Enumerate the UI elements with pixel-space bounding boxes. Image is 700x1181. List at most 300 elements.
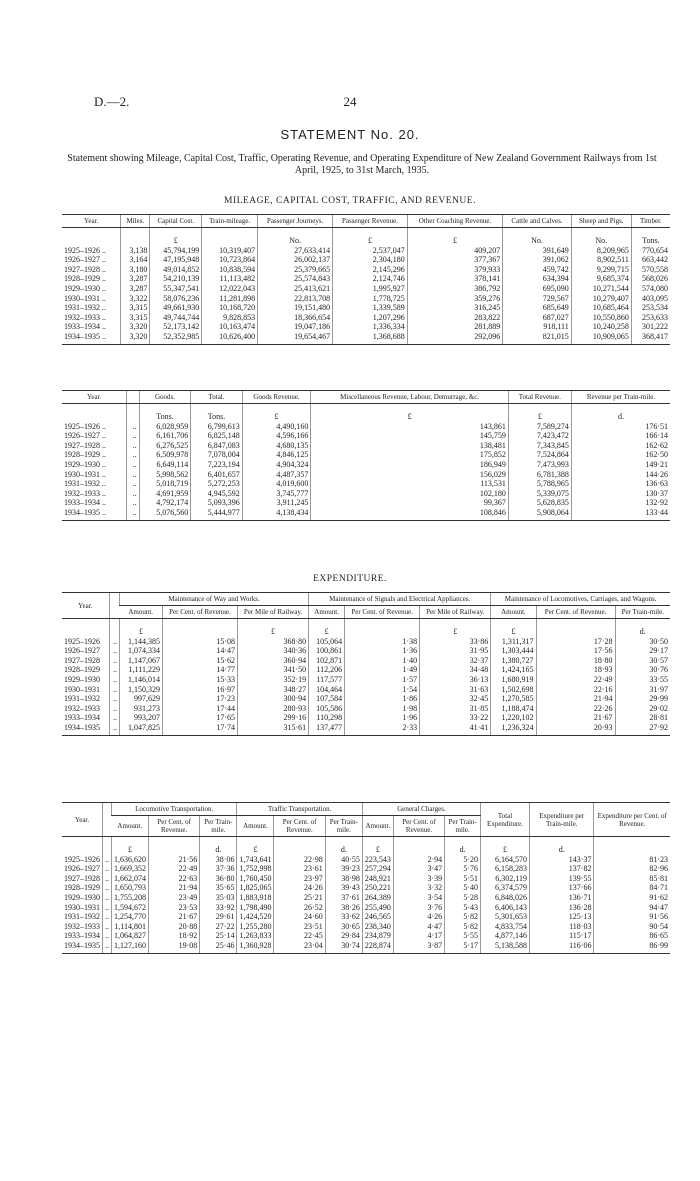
data-cell: 5·28: [445, 893, 481, 903]
unit-cell: [594, 837, 670, 855]
year-cell: 1928–1929 ..: [64, 274, 106, 284]
column-header: Year.: [62, 391, 127, 404]
column-group-header: Maintenance of Locomotives, Carriages, and Wagons.: [491, 593, 670, 606]
data-cell: 52,173,142: [150, 322, 202, 332]
unit-cell: [149, 837, 200, 855]
data-cell: 19,151,480: [258, 303, 333, 313]
data-cell: 6,781,388: [508, 470, 571, 480]
data-cell: 33·62: [325, 912, 362, 922]
data-cell: 107,584: [309, 694, 345, 704]
column-header: [103, 803, 112, 837]
unit-cell: [345, 619, 420, 637]
data-cell: 4,877,146: [481, 931, 530, 941]
data-cell: 58,076,236: [150, 294, 202, 304]
year-cell: 1930–1931 ..: [64, 293, 106, 303]
table-row: [62, 941, 670, 953]
data-cell: 687,027: [503, 313, 571, 323]
data-cell: 144·26: [571, 470, 670, 480]
data-cell: 10,685,464: [571, 303, 631, 313]
unit-cell: d.: [445, 837, 481, 855]
year-cell: 1934–1935: [62, 941, 103, 953]
data-cell: ..: [109, 665, 119, 675]
data-cell: 30·76: [615, 665, 670, 675]
data-cell: 9,299,715: [571, 265, 631, 275]
year-cell: 1925–1926: [64, 854, 100, 864]
data-cell: 23·53: [149, 903, 200, 913]
data-cell: 3,320: [121, 332, 150, 344]
column-subheader: Per Cent. of Revenue.: [149, 816, 200, 837]
statement-description: Statement showing Mileage, Capital Cost, Traffic, Operating Revenue, and Operating Expenditure of New Zealand Government Railways from 1st April, 1925, to 31st March, 1935.: [67, 153, 657, 176]
page-number: 24: [343, 94, 357, 109]
data-cell: 5,093,396: [191, 498, 243, 508]
data-cell: 21·56: [149, 855, 200, 865]
data-cell: 10,319,407: [202, 246, 258, 256]
data-cell: 176·51: [571, 422, 670, 432]
year-cell: 1928–1929: [64, 883, 100, 893]
data-cell: ..: [103, 903, 112, 913]
data-cell: 175,852: [311, 450, 509, 460]
data-cell: 35·65: [200, 883, 237, 893]
data-cell: 125·13: [530, 912, 594, 922]
data-cell: 33·22: [420, 713, 491, 723]
year-cell: 1934–1935 ..: [62, 332, 121, 344]
table-row: [62, 498, 670, 508]
column-subheader: Amount.: [309, 606, 345, 619]
data-cell: ..: [103, 864, 112, 874]
year-cell: 1929–1930 ..: [64, 459, 106, 469]
data-cell: 3·32: [393, 883, 444, 893]
data-cell: 156,029: [311, 470, 509, 480]
data-cell: 91·56: [594, 912, 670, 922]
data-cell: 14·47: [162, 646, 237, 656]
column-header: Year.: [62, 215, 121, 228]
column-subheader: Amount.: [362, 816, 393, 837]
data-cell: 22·98: [274, 855, 325, 865]
data-cell: 32·37: [420, 656, 491, 666]
column-header: [109, 593, 119, 619]
data-cell: 8,209,965: [571, 246, 631, 256]
data-cell: 25·46: [200, 941, 237, 953]
data-cell: 39·43: [325, 883, 362, 893]
data-cell: ..: [127, 498, 140, 508]
data-cell: 55,347,541: [150, 284, 202, 294]
data-cell: 3,911,245: [242, 498, 311, 508]
data-cell: 6,509,978: [139, 450, 191, 460]
data-cell: 3,164: [121, 255, 150, 265]
data-cell: 136·63: [571, 479, 670, 489]
data-cell: 11,113,482: [202, 274, 258, 284]
data-cell: 139·55: [530, 874, 594, 884]
data-cell: 5·76: [445, 864, 481, 874]
data-cell: 36·13: [420, 675, 491, 685]
data-cell: 1,236,324: [491, 723, 536, 735]
data-cell: 821,015: [503, 332, 571, 344]
year-cell: 1929–1930: [64, 674, 100, 684]
data-cell: 4·17: [393, 931, 444, 941]
data-cell: 33·86: [420, 637, 491, 647]
data-cell: 25,413,621: [258, 284, 333, 294]
data-cell: 17·74: [162, 723, 237, 735]
data-cell: 18·92: [149, 931, 200, 941]
table-row: [62, 883, 670, 893]
data-cell: 49,661,930: [150, 303, 202, 313]
column-subheader: Per Cent. of Revenue.: [162, 606, 237, 619]
data-cell: 10,168,720: [202, 303, 258, 313]
data-cell: 280·93: [237, 704, 308, 714]
table-row: [62, 723, 670, 735]
data-cell: 391,062: [503, 255, 571, 265]
unit-cell: £: [420, 619, 491, 637]
data-cell: 23·97: [274, 874, 325, 884]
data-cell: 162·50: [571, 450, 670, 460]
data-cell: 104,464: [309, 685, 345, 695]
table-row: [62, 874, 670, 884]
data-cell: 403,095: [631, 294, 670, 304]
data-cell: ..: [127, 422, 140, 432]
data-cell: 102,180: [311, 489, 509, 499]
data-cell: 246,565: [362, 912, 393, 922]
data-cell: 352·19: [237, 675, 308, 685]
data-cell: 5,908,064: [508, 508, 571, 520]
data-cell: 38·26: [325, 903, 362, 913]
data-cell: 49,744,744: [150, 313, 202, 323]
data-cell: 3,322: [121, 294, 150, 304]
data-cell: ..: [109, 713, 119, 723]
expenditure-section-title: EXPENDITURE.: [313, 574, 387, 584]
data-cell: 3,138: [121, 246, 150, 256]
table-row: [62, 893, 670, 903]
data-cell: 130·37: [571, 489, 670, 499]
table-row: [62, 489, 670, 499]
data-cell: 7,343,845: [508, 441, 571, 451]
data-cell: 22·63: [149, 874, 200, 884]
data-cell: 4,487,357: [242, 470, 311, 480]
data-cell: 1,064,827: [112, 931, 149, 941]
data-cell: 1,339,589: [333, 303, 408, 313]
data-cell: 1,424,165: [491, 665, 536, 675]
data-cell: 84·71: [594, 883, 670, 893]
data-cell: 29·61: [200, 912, 237, 922]
data-cell: 1,220,102: [491, 713, 536, 723]
data-cell: 4,019,600: [242, 479, 311, 489]
data-cell: 5,998,562: [139, 470, 191, 480]
data-cell: 18,366,654: [258, 313, 333, 323]
data-cell: 1,798,490: [237, 903, 274, 913]
data-cell: 31·85: [420, 704, 491, 714]
data-cell: 30·50: [615, 637, 670, 647]
data-cell: 102,871: [309, 656, 345, 666]
column-subheader: Per Train-mile.: [200, 816, 237, 837]
column-subheader: Per Cent. of Revenue.: [274, 816, 325, 837]
unit-cell: Tons.: [631, 228, 670, 246]
year-cell: 1927–1928 ..: [64, 440, 106, 450]
table-row: [62, 646, 670, 656]
data-cell: 12,022,043: [202, 284, 258, 294]
data-cell: 1,147,067: [119, 656, 162, 666]
data-cell: 4,904,324: [242, 460, 311, 470]
data-cell: ..: [103, 874, 112, 884]
data-cell: 137,477: [309, 723, 345, 735]
unit-row: [62, 619, 670, 637]
year-cell: 1930–1931 ..: [64, 469, 106, 479]
data-cell: 33·92: [200, 903, 237, 913]
data-cell: 6,161,706: [139, 431, 191, 441]
data-cell: 24·26: [274, 883, 325, 893]
year-cell: 1933–1934: [64, 931, 100, 941]
column-header: Sheep and Pigs.: [571, 215, 631, 228]
data-cell: 5,138,588: [481, 941, 530, 953]
data-cell: 18·80: [536, 656, 615, 666]
data-cell: 143,861: [311, 422, 509, 432]
data-cell: 10,279,407: [571, 294, 631, 304]
data-cell: 1,255,280: [237, 922, 274, 932]
year-cell: 1934–1935 ..: [62, 508, 127, 520]
data-cell: 17·56: [536, 646, 615, 656]
data-cell: 10,723,864: [202, 255, 258, 265]
data-cell: 21·67: [536, 713, 615, 723]
year-cell: 1927–1928: [64, 873, 100, 883]
data-cell: 368·80: [237, 637, 308, 647]
data-cell: ..: [103, 893, 112, 903]
column-header: Miles.: [121, 215, 150, 228]
unit-cell: [62, 404, 127, 422]
unit-cell: [109, 619, 119, 637]
unit-cell: £: [508, 404, 571, 422]
data-cell: 391,649: [503, 246, 571, 256]
data-cell: 348·27: [237, 685, 308, 695]
column-subheader: Per Train-mile.: [325, 816, 362, 837]
data-cell: 1,311,317: [491, 637, 536, 647]
data-cell: 137·82: [530, 864, 594, 874]
data-cell: ..: [127, 470, 140, 480]
column-header: Miscellaneous Revenue, Labour, Demurrage, &c.: [311, 391, 509, 404]
table-row: [62, 431, 670, 441]
data-cell: ..: [109, 685, 119, 695]
data-cell: 5·17: [445, 941, 481, 953]
column-subheader: Amount.: [237, 816, 274, 837]
unit-cell: £: [242, 404, 311, 422]
statement-title: STATEMENT No. 20.: [280, 127, 420, 142]
year-cell: 1925–1926 ..: [64, 421, 106, 431]
data-cell: 7,473,993: [508, 460, 571, 470]
unit-cell: Tons.: [191, 404, 243, 422]
data-cell: 341·50: [237, 665, 308, 675]
data-cell: 386,792: [407, 284, 503, 294]
year-cell: 1932–1933 ..: [64, 312, 106, 322]
data-cell: 255,490: [362, 903, 393, 913]
data-cell: 2,304,180: [333, 255, 408, 265]
data-cell: 145,759: [311, 431, 509, 441]
data-cell: 14·77: [162, 665, 237, 675]
data-cell: 29·02: [615, 704, 670, 714]
year-cell: 1926–1927 ..: [64, 431, 106, 441]
data-cell: 6,799,613: [191, 422, 243, 432]
data-cell: 10,163,474: [202, 322, 258, 332]
unit-cell: [121, 228, 150, 246]
column-group-header: General Charges.: [362, 803, 480, 816]
table-row: [62, 284, 670, 294]
data-cell: 1,825,065: [237, 883, 274, 893]
data-cell: 17·65: [162, 713, 237, 723]
data-cell: 1,111,229: [119, 665, 162, 675]
data-cell: 3,745,777: [242, 489, 311, 499]
data-cell: 34·48: [420, 665, 491, 675]
data-cell: 5,076,560: [139, 508, 191, 520]
year-cell: 1930–1931: [64, 684, 100, 694]
data-cell: ..: [127, 431, 140, 441]
document-code: D.—2.: [94, 94, 130, 109]
data-cell: 18·93: [536, 665, 615, 675]
data-cell: 4,596,166: [242, 431, 311, 441]
data-cell: 5,444,977: [191, 508, 243, 520]
data-cell: 234,879: [362, 931, 393, 941]
data-cell: 1,150,329: [119, 685, 162, 695]
data-cell: 4,846,125: [242, 450, 311, 460]
table-row: [62, 460, 670, 470]
data-cell: 27·22: [200, 922, 237, 932]
unit-cell: £: [150, 228, 202, 246]
year-cell: 1930–1931: [64, 902, 100, 912]
unit-cell: [393, 837, 444, 855]
data-cell: 7,423,472: [508, 431, 571, 441]
column-header: Expenditure per Cent. of Revenue.: [594, 803, 670, 837]
data-cell: 6,028,959: [139, 422, 191, 432]
data-cell: 138,481: [311, 441, 509, 451]
column-header: Year.: [62, 593, 109, 619]
data-cell: 5,628,835: [508, 498, 571, 508]
data-cell: 1,760,450: [237, 874, 274, 884]
data-cell: 19,047,186: [258, 322, 333, 332]
data-cell: 3·54: [393, 893, 444, 903]
year-cell: 1933–1934: [64, 713, 100, 723]
data-cell: ..: [109, 646, 119, 656]
year-cell: 1925–1926: [64, 636, 100, 646]
data-cell: 8,902,511: [571, 255, 631, 265]
data-cell: 3,287: [121, 274, 150, 284]
data-cell: 26·52: [274, 903, 325, 913]
data-cell: 11,281,898: [202, 294, 258, 304]
column-group-header: Locomotive Transportation.: [112, 803, 237, 816]
data-cell: 10,550,860: [571, 313, 631, 323]
data-cell: 6,401,657: [191, 470, 243, 480]
data-cell: 45,794,199: [150, 246, 202, 256]
data-cell: 2,145,296: [333, 265, 408, 275]
table-row: [62, 922, 670, 932]
data-cell: 253,534: [631, 303, 670, 313]
data-cell: 1,254,770: [112, 912, 149, 922]
group-header-row: [62, 593, 670, 606]
data-cell: 86·99: [594, 941, 670, 953]
data-cell: 136·71: [530, 893, 594, 903]
data-cell: 117,577: [309, 675, 345, 685]
data-cell: 9,685,374: [571, 274, 631, 284]
unit-cell: £: [481, 837, 530, 855]
data-cell: 21·67: [149, 912, 200, 922]
table-row: [62, 265, 670, 275]
data-cell: 25·21: [274, 893, 325, 903]
data-cell: 1·49: [345, 665, 420, 675]
data-cell: 26,002,137: [258, 255, 333, 265]
data-cell: 116·06: [530, 941, 594, 953]
unit-cell: £: [333, 228, 408, 246]
data-cell: 166·14: [571, 431, 670, 441]
table-row: [62, 675, 670, 685]
data-cell: 29·17: [615, 646, 670, 656]
data-cell: 7,223,194: [191, 460, 243, 470]
data-cell: ..: [127, 489, 140, 499]
data-cell: 23·51: [274, 922, 325, 932]
data-cell: 228,874: [362, 941, 393, 953]
data-cell: 1·96: [345, 713, 420, 723]
data-cell: 23·49: [149, 893, 200, 903]
subheader-row: [62, 606, 670, 619]
unit-row: [62, 404, 670, 422]
data-cell: 1,636,620: [112, 855, 149, 865]
data-cell: 316,245: [407, 303, 503, 313]
data-cell: 377,367: [407, 255, 503, 265]
data-cell: ..: [103, 855, 112, 865]
year-cell: 1929–1930 ..: [64, 283, 106, 293]
data-cell: 10,271,544: [571, 284, 631, 294]
data-cell: ..: [109, 637, 119, 647]
data-cell: 7,589,274: [508, 422, 571, 432]
table-row: [62, 912, 670, 922]
data-cell: 1,303,444: [491, 646, 536, 656]
column-subheader: Amount.: [491, 606, 536, 619]
data-cell: 37·61: [325, 893, 362, 903]
data-cell: ..: [127, 508, 140, 520]
table-row: [62, 713, 670, 723]
data-cell: 257,294: [362, 864, 393, 874]
table-row: [62, 704, 670, 714]
data-cell: 299·16: [237, 713, 308, 723]
data-cell: 6,158,283: [481, 864, 530, 874]
unit-cell: No.: [571, 228, 631, 246]
data-cell: 3,320: [121, 322, 150, 332]
data-cell: 10,240,258: [571, 322, 631, 332]
year-cell: 1932–1933 ..: [64, 488, 106, 498]
unit-cell: [162, 619, 237, 637]
data-cell: 292,096: [407, 332, 503, 344]
data-cell: 315·61: [237, 723, 308, 735]
column-subheader: Amount.: [119, 606, 162, 619]
data-cell: 31·97: [615, 685, 670, 695]
data-cell: 3·39: [393, 874, 444, 884]
data-cell: 1,263,833: [237, 931, 274, 941]
goods-revenue-table: [62, 390, 670, 521]
data-cell: 2·94: [393, 855, 444, 865]
data-cell: 22·49: [536, 675, 615, 685]
data-cell: 100,861: [309, 646, 345, 656]
data-cell: 19·08: [149, 941, 200, 953]
table-row: [62, 508, 670, 520]
year-cell: 1928–1929: [64, 665, 100, 675]
data-cell: 1,743,641: [237, 855, 274, 865]
data-cell: 25,574,843: [258, 274, 333, 284]
data-cell: 21·94: [149, 883, 200, 893]
unit-cell: [536, 619, 615, 637]
data-cell: 10,626,400: [202, 332, 258, 344]
unit-cell: No.: [503, 228, 571, 246]
table-row: [62, 313, 670, 323]
data-cell: 9,828,853: [202, 313, 258, 323]
column-header: Goods Revenue.: [242, 391, 311, 404]
data-cell: 54,210,139: [150, 274, 202, 284]
data-cell: 223,543: [362, 855, 393, 865]
table-row: [62, 274, 670, 284]
data-cell: 6,276,525: [139, 441, 191, 451]
data-cell: 7,078,004: [191, 450, 243, 460]
